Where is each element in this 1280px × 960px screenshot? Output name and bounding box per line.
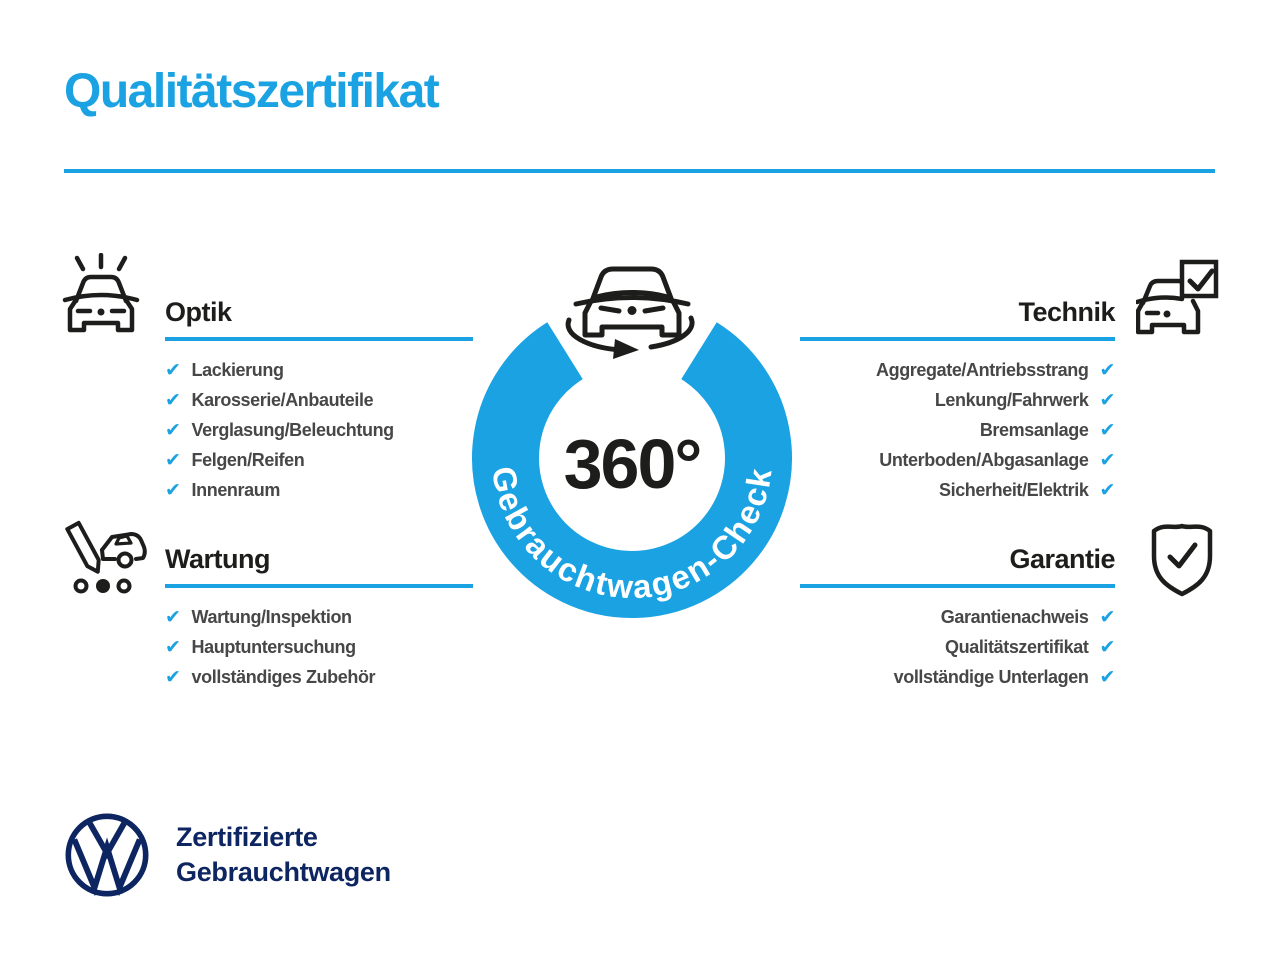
check-icon: ✔ (1099, 636, 1115, 658)
check-icon: ✔ (1099, 666, 1115, 688)
pencil-car-service-icon (57, 516, 149, 604)
check-icon: ✔ (1099, 389, 1115, 411)
check-icon: ✔ (1099, 449, 1115, 471)
checklist-wartung (165, 607, 485, 688)
car-checkbox-icon (1136, 258, 1220, 350)
section-title-technik: Technik (800, 297, 1115, 341)
checklist-item (795, 420, 1115, 441)
item-label: Qualitätszertifikat (945, 637, 1089, 657)
360-check-badge (455, 238, 811, 640)
shield-check-icon (1146, 516, 1218, 600)
check-icon: ✔ (1099, 606, 1115, 628)
checklist-item (795, 480, 1115, 501)
checklist-item (795, 450, 1115, 471)
check-icon: ✔ (165, 479, 181, 501)
item-label: vollständige Unterlagen (893, 667, 1089, 687)
car-shine-icon (57, 253, 145, 341)
footer-line-1: Zertifizierte (176, 822, 318, 852)
item-label: Wartung/Inspektion (191, 607, 352, 627)
checklist-item (165, 450, 485, 471)
check-icon: ✔ (1099, 359, 1115, 381)
check-icon: ✔ (165, 636, 181, 658)
checklist-item (165, 420, 485, 441)
checklist-garantie (795, 607, 1115, 688)
checklist-item (795, 390, 1115, 411)
item-label: Hauptuntersuchung (191, 637, 356, 657)
checklist-technik (795, 360, 1115, 501)
item-label: vollständiges Zubehör (191, 667, 376, 687)
check-icon: ✔ (165, 666, 181, 688)
item-label: Sicherheit/Elektrik (938, 480, 1089, 500)
check-icon: ✔ (165, 449, 181, 471)
badge-value: 360° (563, 425, 701, 503)
check-icon: ✔ (165, 359, 181, 381)
item-label: Bremsanlage (979, 420, 1089, 440)
check-icon: ✔ (165, 606, 181, 628)
check-icon: ✔ (165, 419, 181, 441)
footer-brand-text (176, 820, 391, 890)
item-label: Lenkung/Fahrwerk (934, 390, 1089, 410)
vw-logo (64, 812, 150, 898)
checklist-item (165, 667, 485, 688)
checklist-item (795, 607, 1115, 628)
checklist-item (165, 607, 485, 628)
check-icon: ✔ (1099, 479, 1115, 501)
checklist-item (795, 360, 1115, 381)
checklist-item (795, 667, 1115, 688)
section-title-garantie: Garantie (800, 544, 1115, 588)
item-label: Innenraum (191, 480, 280, 500)
checklist-item (165, 637, 485, 658)
checklist-item (165, 360, 485, 381)
rotation-arrowhead (613, 339, 639, 359)
check-icon: ✔ (165, 389, 181, 411)
item-label: Aggregate/Antriebsstrang (876, 360, 1089, 380)
item-label: Felgen/Reifen (191, 450, 305, 470)
checklist-optik (165, 360, 485, 501)
page-title: Qualitätszertifikat (64, 65, 439, 118)
item-label: Lackierung (191, 360, 284, 380)
footer-line-2: Gebrauchtwagen (176, 857, 391, 887)
section-title-optik: Optik (165, 297, 473, 341)
item-label: Karosserie/Anbauteile (191, 390, 374, 410)
checklist-item (165, 480, 485, 501)
title-divider (64, 169, 1215, 173)
check-icon: ✔ (1099, 419, 1115, 441)
item-label: Verglasung/Beleuchtung (191, 420, 394, 440)
checklist-item (795, 637, 1115, 658)
section-title-wartung: Wartung (165, 544, 473, 588)
item-label: Unterboden/Abgasanlage (879, 450, 1089, 470)
badge-ring-label: Gebrauchtwagen-Check (484, 463, 779, 606)
checklist-item (165, 390, 485, 411)
item-label: Garantienachweis (940, 607, 1089, 627)
